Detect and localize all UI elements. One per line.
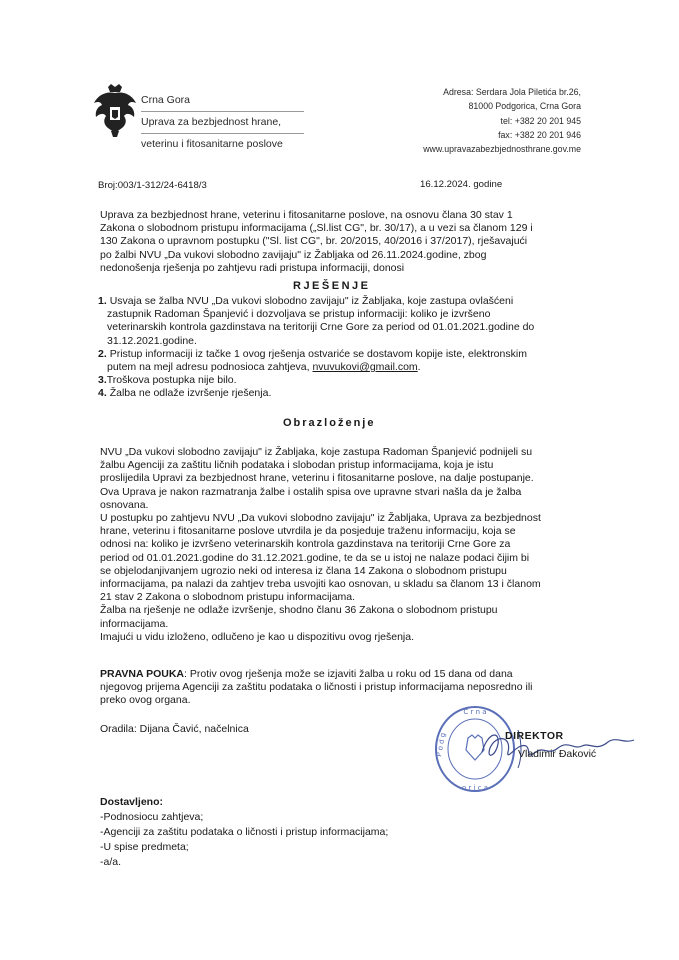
text-line: veterinarskih kontrola gazdinstava na teritoriji Crne Gore za period od 01.01.2021.godine do bbox=[107, 321, 535, 334]
address-line: 81000 Podgorica, Crna Gora bbox=[468, 101, 581, 112]
text-line: Ova Uprava je nakon razmatranja žalbe i ostalih spisa ove upravne stvari našla da je žalba bbox=[100, 485, 522, 498]
text-line: : Protiv ovog rješenja može se izjaviti žalba u roku od 15 dana od dana bbox=[184, 668, 513, 680]
org-line: veterinu i fitosanitarne poslove bbox=[141, 138, 283, 150]
website-line[interactable]: www.upravazabezbjednosthrane.gov.me bbox=[423, 144, 581, 155]
decision-item: 3.Troškova postupka nije bilo. bbox=[98, 374, 237, 387]
text-line: Pristup informaciji iz tačke 1 ovog rješenja ostvariće se dostavom kopije iste, elektronskim bbox=[109, 347, 527, 360]
text-line: Imajući u vidu izloženo, odlučeno je kao u dispozitivu ovog rješenja. bbox=[100, 630, 415, 643]
address-line: Adresa: Serdara Jola Piletića br.26, bbox=[443, 87, 581, 97]
org-line: Crna Gora bbox=[141, 90, 304, 112]
reasoning-heading: Obrazloženje bbox=[283, 417, 376, 429]
reasoning-paragraph bbox=[100, 446, 594, 644]
text-line: Žalba ne odlaže izvršenje rješenja. bbox=[109, 387, 272, 400]
org-line: Uprava za bezbjednost hrane, bbox=[141, 112, 304, 134]
text-line: putem na mejl adresu podnosioca zahtjeva, bbox=[107, 361, 310, 374]
text-line: se objelodanjivanjem ugrozio neki od interesa iz člana 14 Zakona o slobodnom pristupu bbox=[100, 564, 507, 577]
decision-list bbox=[98, 295, 594, 401]
phone-line: tel: +382 20 201 945 bbox=[500, 115, 581, 126]
organization-name bbox=[141, 90, 304, 155]
coat-of-arms-logo bbox=[92, 83, 138, 138]
signatory-name: Vladimir Đaković bbox=[518, 748, 597, 760]
decision-item: 1. Usvaja se žalba NVU „Da vukovi slobodno zavijaju" iz Žabljaka, koje zastupa ovlašćeni zastupnik Radoman Španjević i dozvoljava se pristup informaciji: koliko je izvršeno veterinarskih kontrola gazdinstava na teritoriji Crne Gore za period od 01.01.2021.godine do 31.12.2021.godine. bbox=[98, 295, 594, 348]
text-line: nedonošenja rješenja po zahtjevu radi pristupa informaciji, donosi bbox=[100, 261, 405, 274]
intro-paragraph bbox=[100, 209, 594, 275]
reference-number: Broj:003/1-312/24-6418/3 bbox=[98, 180, 207, 191]
distribution-item: -Agenciji za zaštitu podataka o ličnosti i pristup informacijama; bbox=[100, 826, 389, 838]
text-line: njegovog prijema Agenciji za zaštitu podataka o ličnosti i pristup informacijama neposredno ili bbox=[100, 681, 533, 694]
contact-address bbox=[423, 85, 581, 156]
decision-item: 2. Pristup informaciji iz tačke 1 ovog rješenja ostvariće se dostavom kopije iste, elektronskim putem na mejl adresu podnosioca zahtjeva, nvuvukovi@gmail.com. bbox=[98, 347, 527, 374]
fax-line: fax: +382 20 201 946 bbox=[498, 129, 581, 140]
svg-text:o r i c a: o r i c a bbox=[461, 784, 489, 792]
text-line: Usvaja se žalba NVU „Da vukovi slobodno zavijaju" iz Žabljaka, koje zastupa ovlašćeni bbox=[109, 295, 514, 307]
text-line: Uprava za bezbjednost hrane, veterinu i fitosanitarne poslove, na osnovu člana 30 stav 1 bbox=[100, 209, 513, 221]
prepared-by: Oradila: Dijana Čavić, načelnica bbox=[100, 723, 249, 735]
text-line: proslijedila Upravi za bezbjednost hrane, veterinu i fitosanitarne poslove, na dalje postupanje. bbox=[100, 472, 534, 485]
text-line: 130 Zakona o upravnom postupku ("Sl. list CG", br. 20/2015, 40/2016 i 37/2017), rješavajući bbox=[100, 235, 528, 248]
text-line: 31.12.2021.godine. bbox=[107, 334, 197, 347]
decision-item: 4. Žalba ne odlaže izvršenje rješenja. bbox=[98, 387, 272, 400]
text-line: informacijama. bbox=[100, 617, 169, 630]
text-line: osnovana. bbox=[100, 498, 149, 511]
signatory-title: DIREKTOR bbox=[505, 730, 564, 742]
text-line: žalbu Agenciji za zaštitu ličnih podataka i slobodan pristup informacijama, koja je istu bbox=[100, 459, 494, 472]
text-line: NVU „Da vukovi slobodno zavijaju" iz Žabljaka, koje zastupa Radoman Španjević podnijeli su bbox=[100, 446, 533, 458]
text-line: po žalbi NVU „Da vukovi slobodno zavijaju" iz Žabljaka od 26.11.2024.godine, zbog bbox=[100, 248, 487, 261]
text-line: preko ovog organa. bbox=[100, 694, 191, 707]
distribution-title: Dostavljeno: bbox=[100, 796, 164, 808]
text-line: hrane, veterinu i fitosanitarne poslove utvrdila je da posjeduje traženu informaciju, koja se bbox=[100, 525, 516, 538]
text-line: period od 01.01.2021.godine do 31.12.2021.godine, te da se u istoj ne nalaze podaci čijim bi bbox=[100, 551, 530, 564]
text-line: 21 stav 2 Zakona o slobodnom pristupu informacijama. bbox=[100, 591, 356, 604]
text-line: U postupku po zahtjevu NVU „Da vukovi slobodno zavijaju" iz Žabljaka, Uprava za bezbjednost bbox=[100, 512, 541, 525]
distribution-item: -Podnosiocu zahtjeva; bbox=[100, 811, 204, 823]
email-link[interactable]: nvuvukovi@gmail.com bbox=[312, 361, 418, 374]
text-line: odnosi na: koliko je izvršeno veterinarskih kontrola gazdinstava na teritoriji Crne Gore za bbox=[100, 538, 511, 551]
legal-notice-label: PRAVNA POUKA bbox=[100, 668, 185, 680]
distribution-item: -U spise predmeta; bbox=[100, 841, 189, 853]
text-line: zastupnik Radoman Španjević i dozvoljava se pristup informaciji: koliko je izvršeno bbox=[107, 308, 491, 321]
document-date: 16.12.2024. godine bbox=[420, 179, 503, 190]
text-line: informacijama, pa nalazi da zahtjev treba usvojiti kao osnovan, u skladu sa članom 13 i članom bbox=[100, 578, 541, 591]
distribution-list bbox=[100, 795, 388, 870]
legal-notice bbox=[100, 668, 594, 708]
text-line: Zakona o slobodnom pristupu informacijama („Sl.list CG", br. 30/17), a u vezi sa članom 129 i bbox=[100, 222, 533, 235]
distribution-item: -a/a. bbox=[100, 856, 122, 868]
text-line: Troškova postupka nije bilo. bbox=[106, 374, 237, 387]
text-line: Žalba na rješenje ne odlaže izvršenje, shodno članu 36 Zakona o slobodnom pristupu bbox=[100, 604, 498, 617]
decision-heading: RJEŠENJE bbox=[293, 280, 371, 292]
svg-text:P o d g: P o d g bbox=[435, 732, 448, 758]
svg-text:C r n a: C r n a bbox=[463, 708, 487, 716]
